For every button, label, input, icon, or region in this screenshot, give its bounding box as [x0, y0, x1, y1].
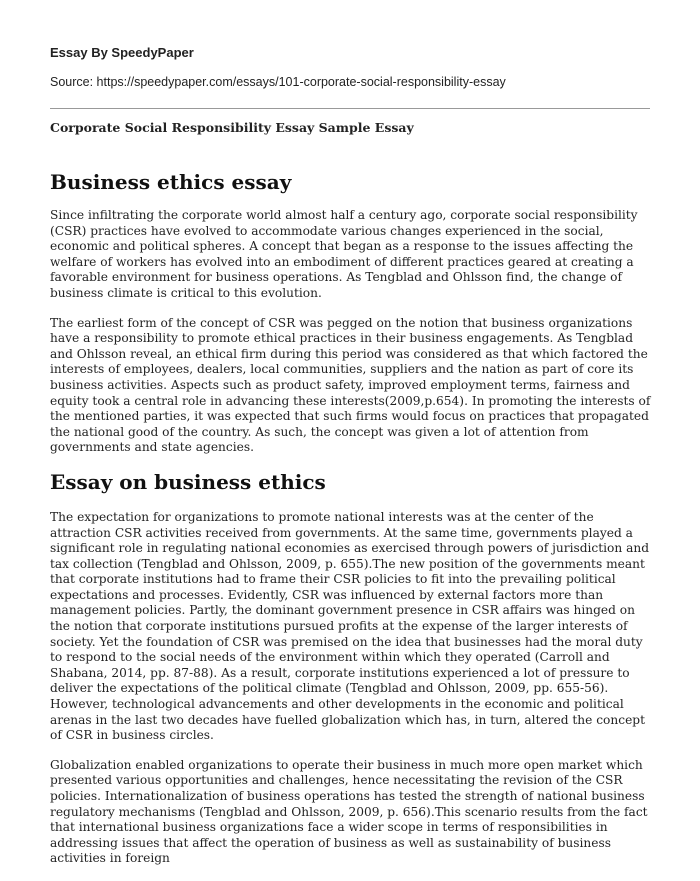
paragraph: The earliest form of the concept of CSR was pegged on the notion that business organizations have a responsibility to promote ethical practices in their business engagements. As Tengblad and Ohlsson reveal, an ethical firm during this period was considered as that which factored the interests of employees, dealers, local communities, suppliers and the nation as part of core its business activities. Aspects such as product safety, improved employment terms, fairness and equity took a central role in advancing these interests(2009,p.654). In promoting the interests of the mentioned parties, it was expected that such firms would focus on practices that propagated the national good of the country. As such, the concept was given a lot of attention from governments and state agencies. — [50, 315, 651, 455]
section-heading: Business ethics essay — [50, 170, 292, 194]
paragraph: Globalization enabled organizations to operate their business in much more open market which presented various opportunities and challenges, hence necessitating the revision of the CSR policies. Internationalization of business operations has tested the strength of national business regulatory mechanisms (Tengblad and Ohlsson, 2009, p. 656).This scenario results from the fact that international business organizations face a wider scope in terms of responsibilities in addressing issues that affect the operation of business as well as sustainability of business activities in foreign — [50, 757, 648, 866]
source-line: Source: https://speedypaper.com/essays/101-corporate-social-responsibility-essay — [50, 75, 506, 89]
section-heading: Essay on business ethics — [50, 469, 326, 494]
brand-line: Essay By SpeedyPaper — [50, 45, 194, 60]
paragraph: Since infiltrating the corporate world almost half a century ago, corporate social responsibility (CSR) practices have evolved to accommodate various changes experienced in the social, economic and political spheres. A concept that began as a response to the issues affecting the welfare of workers has evolved into an embodiment of different practices geared at creating a favorable environment for business operations. As Tengblad and Ohlsson find, the change of business climate is critical to this evolution. — [50, 208, 638, 300]
header-divider — [50, 108, 650, 109]
paragraph: The expectation for organizations to promote national interests was at the center of the attraction CSR activities received from governments. At the same time, governments played a significant role in regulating national economies as exercised through powers of jurisdiction and tax collection (Tengblad and Ohlsson, 2009, p. 655).The new position of the governments meant that corporate institutions had to frame their CSR policies to fit into the prevailing political expectations and processes. Evidently, CSR was influenced by external factors more than management policies. Partly, the dominant government presence in CSR affairs was hinged on the notion that corporate institutions pursued profits at the expense of the larger interests of society. Yet the foundation of CSR was premised on the idea that businesses had the moral duty to respond to the social needs of the environment within which they operated (Carroll and Shabana, 2014, pp. 87-88). As a result, corporate institutions experienced a lot of pressure to deliver the expectations of the political climate (Tengblad and Ohlsson, 2009, pp. 655-56). However, technological advancements and other developments in the economic and political arenas in the last two decades have fuelled globalization which has, in turn, altered the concept of CSR in business circles. — [50, 509, 650, 743]
essay-title: Corporate Social Responsibility Essay Sample Essay — [50, 120, 414, 135]
essay-body — [50, 170, 654, 881]
